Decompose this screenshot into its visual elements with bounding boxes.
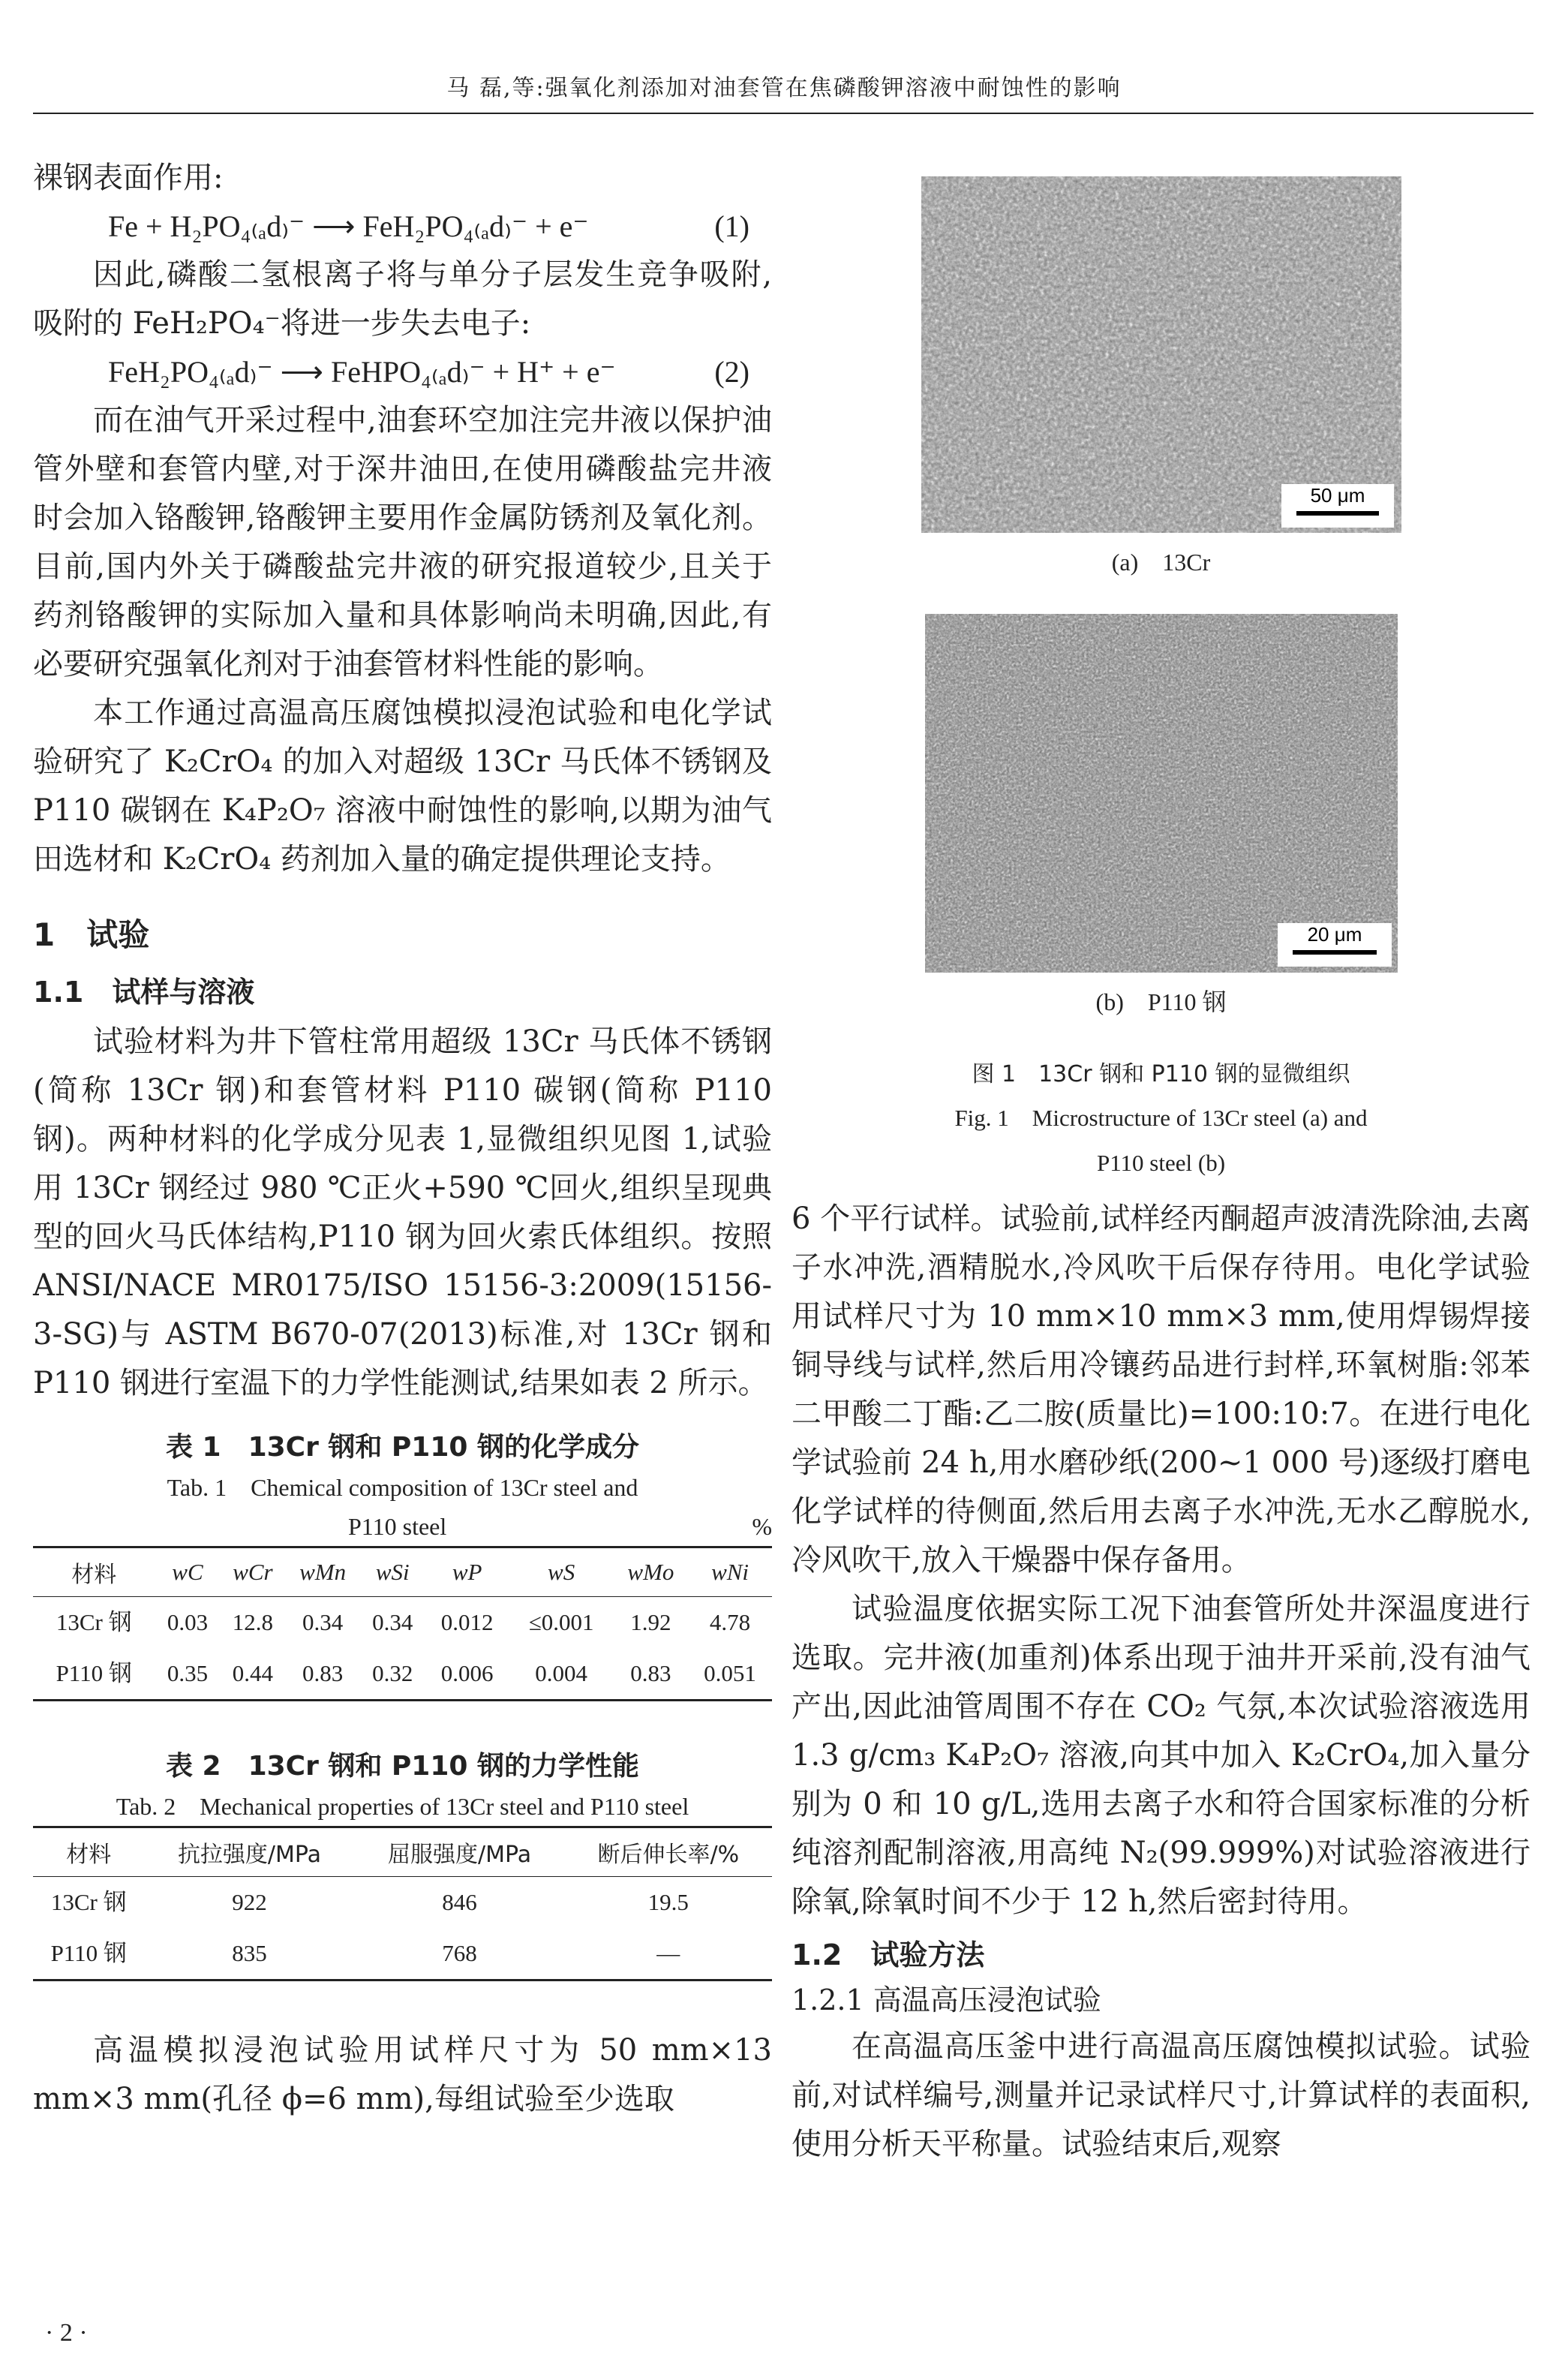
- table-header: wP: [425, 1547, 509, 1597]
- table-header: wMn: [285, 1547, 359, 1597]
- paragraph: 6 个平行试样。试验前,试样经丙酮超声波清洗除油,去离子水冲洗,酒精脱水,冷风吹干后保存待用。电化学试验用试样尺寸为 10 mm×10 mm×3 mm,使用焊锡焊接铜导线与试样,然后用冷镶药品进行封样,环氧树脂:邻苯二甲酸二丁酯:乙二胺(质量比)=100:10:7。在进行电化学试验前 24 h,用水磨砂纸(200~1 000 号)逐级打磨电化学试样的待侧面,然后用去离子水冲洗,无水乙醇脱水,冷风吹干,放入干燥器中保存备用。: [792, 1202, 1530, 1577]
- table-cell: P110 钢: [50, 1940, 127, 1966]
- paragraph: 试验温度依据实际工况下油套管所处井深温度进行选取。完井液(加重剂)体系出现于油井开采前,没有油气产出,因此油管周围不存在 CO₂ 气氛,本次试验溶液选用 1.3 g/cm₃ K₄P₂O₇ 溶液,向其中加入 K₂CrO₄,加入量分别为 0 和 10 g/L,选用去离子水和符合国家标准的分析纯溶剂配制溶液,用高纯 N₂(99.999%)对试验溶液进行除氧,除氧时间不少于 12 h,然后密封待用。: [792, 1592, 1530, 1919]
- paragraph: 在高温高压釜中进行高温高压腐蚀模拟试验。试验前,对试样编号,测量并记录试样尺寸,计算试样的表面积,使用分析天平称量。试验结束后,观察: [792, 2029, 1530, 2161]
- table-cell: 0.44: [232, 1660, 274, 1686]
- running-header: 马 磊,等:强氧化剂添加对油套管在焦磷酸钾溶液中耐蚀性的影响: [446, 75, 1122, 101]
- figure-1a-caption: (a) 13Cr: [1111, 549, 1211, 576]
- scale-label: 50 μm: [1310, 484, 1365, 507]
- left-column: [33, 154, 772, 2124]
- figure-1b-caption: (b) P110 钢: [1095, 988, 1227, 1015]
- table-header: 材料: [33, 1547, 155, 1597]
- table-cell: 0.35: [167, 1660, 209, 1686]
- equation-1: [33, 203, 772, 251]
- equation-number: (2): [714, 355, 749, 389]
- table-cell: 0.03: [167, 1609, 209, 1635]
- table-cell: 1.92: [630, 1609, 671, 1635]
- table-cell: 835: [232, 1940, 267, 1966]
- figure-1-caption-en: Fig. 1 Microstructure of 13Cr steel (a) and: [954, 1105, 1368, 1131]
- table-header: 抗拉强度/MPa: [144, 1827, 354, 1877]
- table1-caption-cn: 表 1 13Cr 钢和 P110 钢的化学成分: [166, 1432, 639, 1463]
- table-header: wS: [509, 1547, 614, 1597]
- scale-bar: [1293, 950, 1377, 955]
- page-number: · 2 ·: [45, 2319, 88, 2347]
- table1-caption-en-2: P110 steel: [348, 1513, 447, 1540]
- equation-text: Fe + H₂PO₄₍ₐd₎⁻ ⟶ FeH₂PO₄₍ₐd₎⁻ + e⁻: [108, 209, 589, 243]
- table-cell: 846: [442, 1889, 477, 1915]
- equation-2: [33, 348, 772, 396]
- paragraph: 高温模拟浸泡试验用试样尺寸为 50 mm×13 mm×3 mm(孔径 ϕ=6 mm),每组试验至少选取: [33, 2033, 772, 2116]
- table-row: [33, 1928, 772, 1980]
- section-heading: 1 试验: [33, 916, 150, 953]
- subsection-heading: 1.1 试样与溶液: [33, 976, 255, 1009]
- table-cell: ≤0.001: [528, 1609, 594, 1635]
- table-cell: 0.83: [630, 1660, 671, 1686]
- table-row: [33, 1648, 772, 1701]
- table-header: 断后伸长率/%: [565, 1827, 772, 1877]
- table-cell: 0.051: [704, 1660, 756, 1686]
- table-row: [33, 1877, 772, 1929]
- paragraph: 因此,磷酸二氢根离子将与单分子层发生竞争吸附,吸附的 FeH₂PO₄⁻将进一步失去电子:: [33, 257, 772, 341]
- equation-number: (1): [714, 209, 749, 243]
- header-rule: [33, 113, 1533, 114]
- table-cell: 0.34: [302, 1609, 344, 1635]
- paragraph: 裸钢表面作用:: [33, 161, 224, 195]
- equation-text: FeH₂PO₄₍ₐd₎⁻ ⟶ FeHPO₄₍ₐd₎⁻ + H⁺ + e⁻: [108, 355, 616, 389]
- table-cell: 19.5: [647, 1889, 689, 1915]
- table-header: wNi: [688, 1547, 772, 1597]
- paragraph: 而在油气开采过程中,油套环空加注完井液以保护油管外壁和套管内壁,对于深井油田,在使用磷酸盐完井液时会加入铬酸钾,铬酸钾主要用作金属防锈剂及氧化剂。目前,国内外关于磷酸盐完井液的研究报道较少,且关于药剂铬酸钾的实际加入量和具体影响尚未明确,因此,有必要研究强氧化剂对于油套管材料性能的影响。: [33, 403, 772, 681]
- table-cell: 0.012: [440, 1609, 494, 1635]
- figure-1b: [792, 614, 1530, 1021]
- table1-unit: %: [752, 1513, 772, 1540]
- right-column: [792, 176, 1530, 2169]
- figure-1a: [792, 176, 1530, 581]
- table-header: wC: [155, 1547, 220, 1597]
- table2-caption-en: Tab. 2 Mechanical properties of 13Cr steel and P110 steel: [116, 1793, 689, 1820]
- table-header: 材料: [33, 1827, 144, 1877]
- table-header: wSi: [360, 1547, 425, 1597]
- scale-bar: [1296, 511, 1379, 516]
- table-cell: 922: [232, 1889, 267, 1915]
- figure-1-caption-en-2: P110 steel (b): [1096, 1150, 1226, 1176]
- micrograph-p110-image: [925, 614, 1398, 973]
- table-cell: —: [656, 1940, 680, 1966]
- table-cell: 0.83: [302, 1660, 344, 1686]
- table2-caption-cn: 表 2 13Cr 钢和 P110 钢的力学性能: [166, 1751, 639, 1782]
- paragraph: 本工作通过高温高压腐蚀模拟浸泡试验和电化学试验研究了 K₂CrO₄ 的加入对超级 13Cr 马氏体不锈钢及 P110 碳钢在 K₄P₂O₇ 溶液中耐蚀性的影响,以期为油气田选材和 K₂CrO₄ 药剂加入量的确定提供理论支持。: [33, 696, 772, 877]
- table-cell: 768: [442, 1940, 477, 1966]
- table1-caption-en: Tab. 1 Chemical composition of 13Cr steel and: [167, 1474, 638, 1501]
- table-cell: 0.006: [440, 1660, 494, 1686]
- table-cell: 13Cr 钢: [50, 1889, 127, 1915]
- table-row: [33, 1597, 772, 1649]
- table-2: [33, 1826, 772, 1981]
- table-cell: 0.004: [535, 1660, 588, 1686]
- micrograph-13cr-image: [921, 176, 1401, 533]
- subsection-heading: 1.2 试验方法: [792, 1938, 985, 1971]
- table-cell: 4.78: [709, 1609, 751, 1635]
- table-header: wCr: [220, 1547, 285, 1597]
- figure-1-caption-cn: 图 1 13Cr 钢和 P110 钢的显微组织: [972, 1061, 1350, 1087]
- scale-label: 20 μm: [1307, 923, 1362, 946]
- table-cell: 0.32: [372, 1660, 413, 1686]
- subsubsection-heading: 1.2.1 高温高压浸泡试验: [792, 1984, 1101, 2017]
- table-cell: 13Cr 钢: [56, 1609, 132, 1635]
- table-cell: 0.34: [372, 1609, 413, 1635]
- table-cell: 12.8: [232, 1609, 274, 1635]
- table-cell: P110 钢: [56, 1660, 132, 1686]
- table-header: wMo: [614, 1547, 688, 1597]
- table-header: 屈服强度/MPa: [355, 1827, 565, 1877]
- paragraph: 试验材料为井下管柱常用超级 13Cr 马氏体不锈钢(简称 13Cr 钢)和套管材料 P110 碳钢(简称 P110 钢)。两种材料的化学成分见表 1,显微组织见图 1,试验用 13Cr 钢经过 980 ℃正火+590 ℃回火,组织呈现典型的回火马氏体结构,P110 钢为回火索氏体组织。按照 ANSI/NACE MR0175/ISO 15156-3:2009(15156-3-SG)与 ASTM B670-07(2013)标准,对 13Cr 钢和 P110 钢进行室温下的力学性能测试,结果如表 2 所示。: [33, 1024, 772, 1400]
- table1-caption-en-line2: [33, 1507, 772, 1546]
- table-1: [33, 1546, 772, 1701]
